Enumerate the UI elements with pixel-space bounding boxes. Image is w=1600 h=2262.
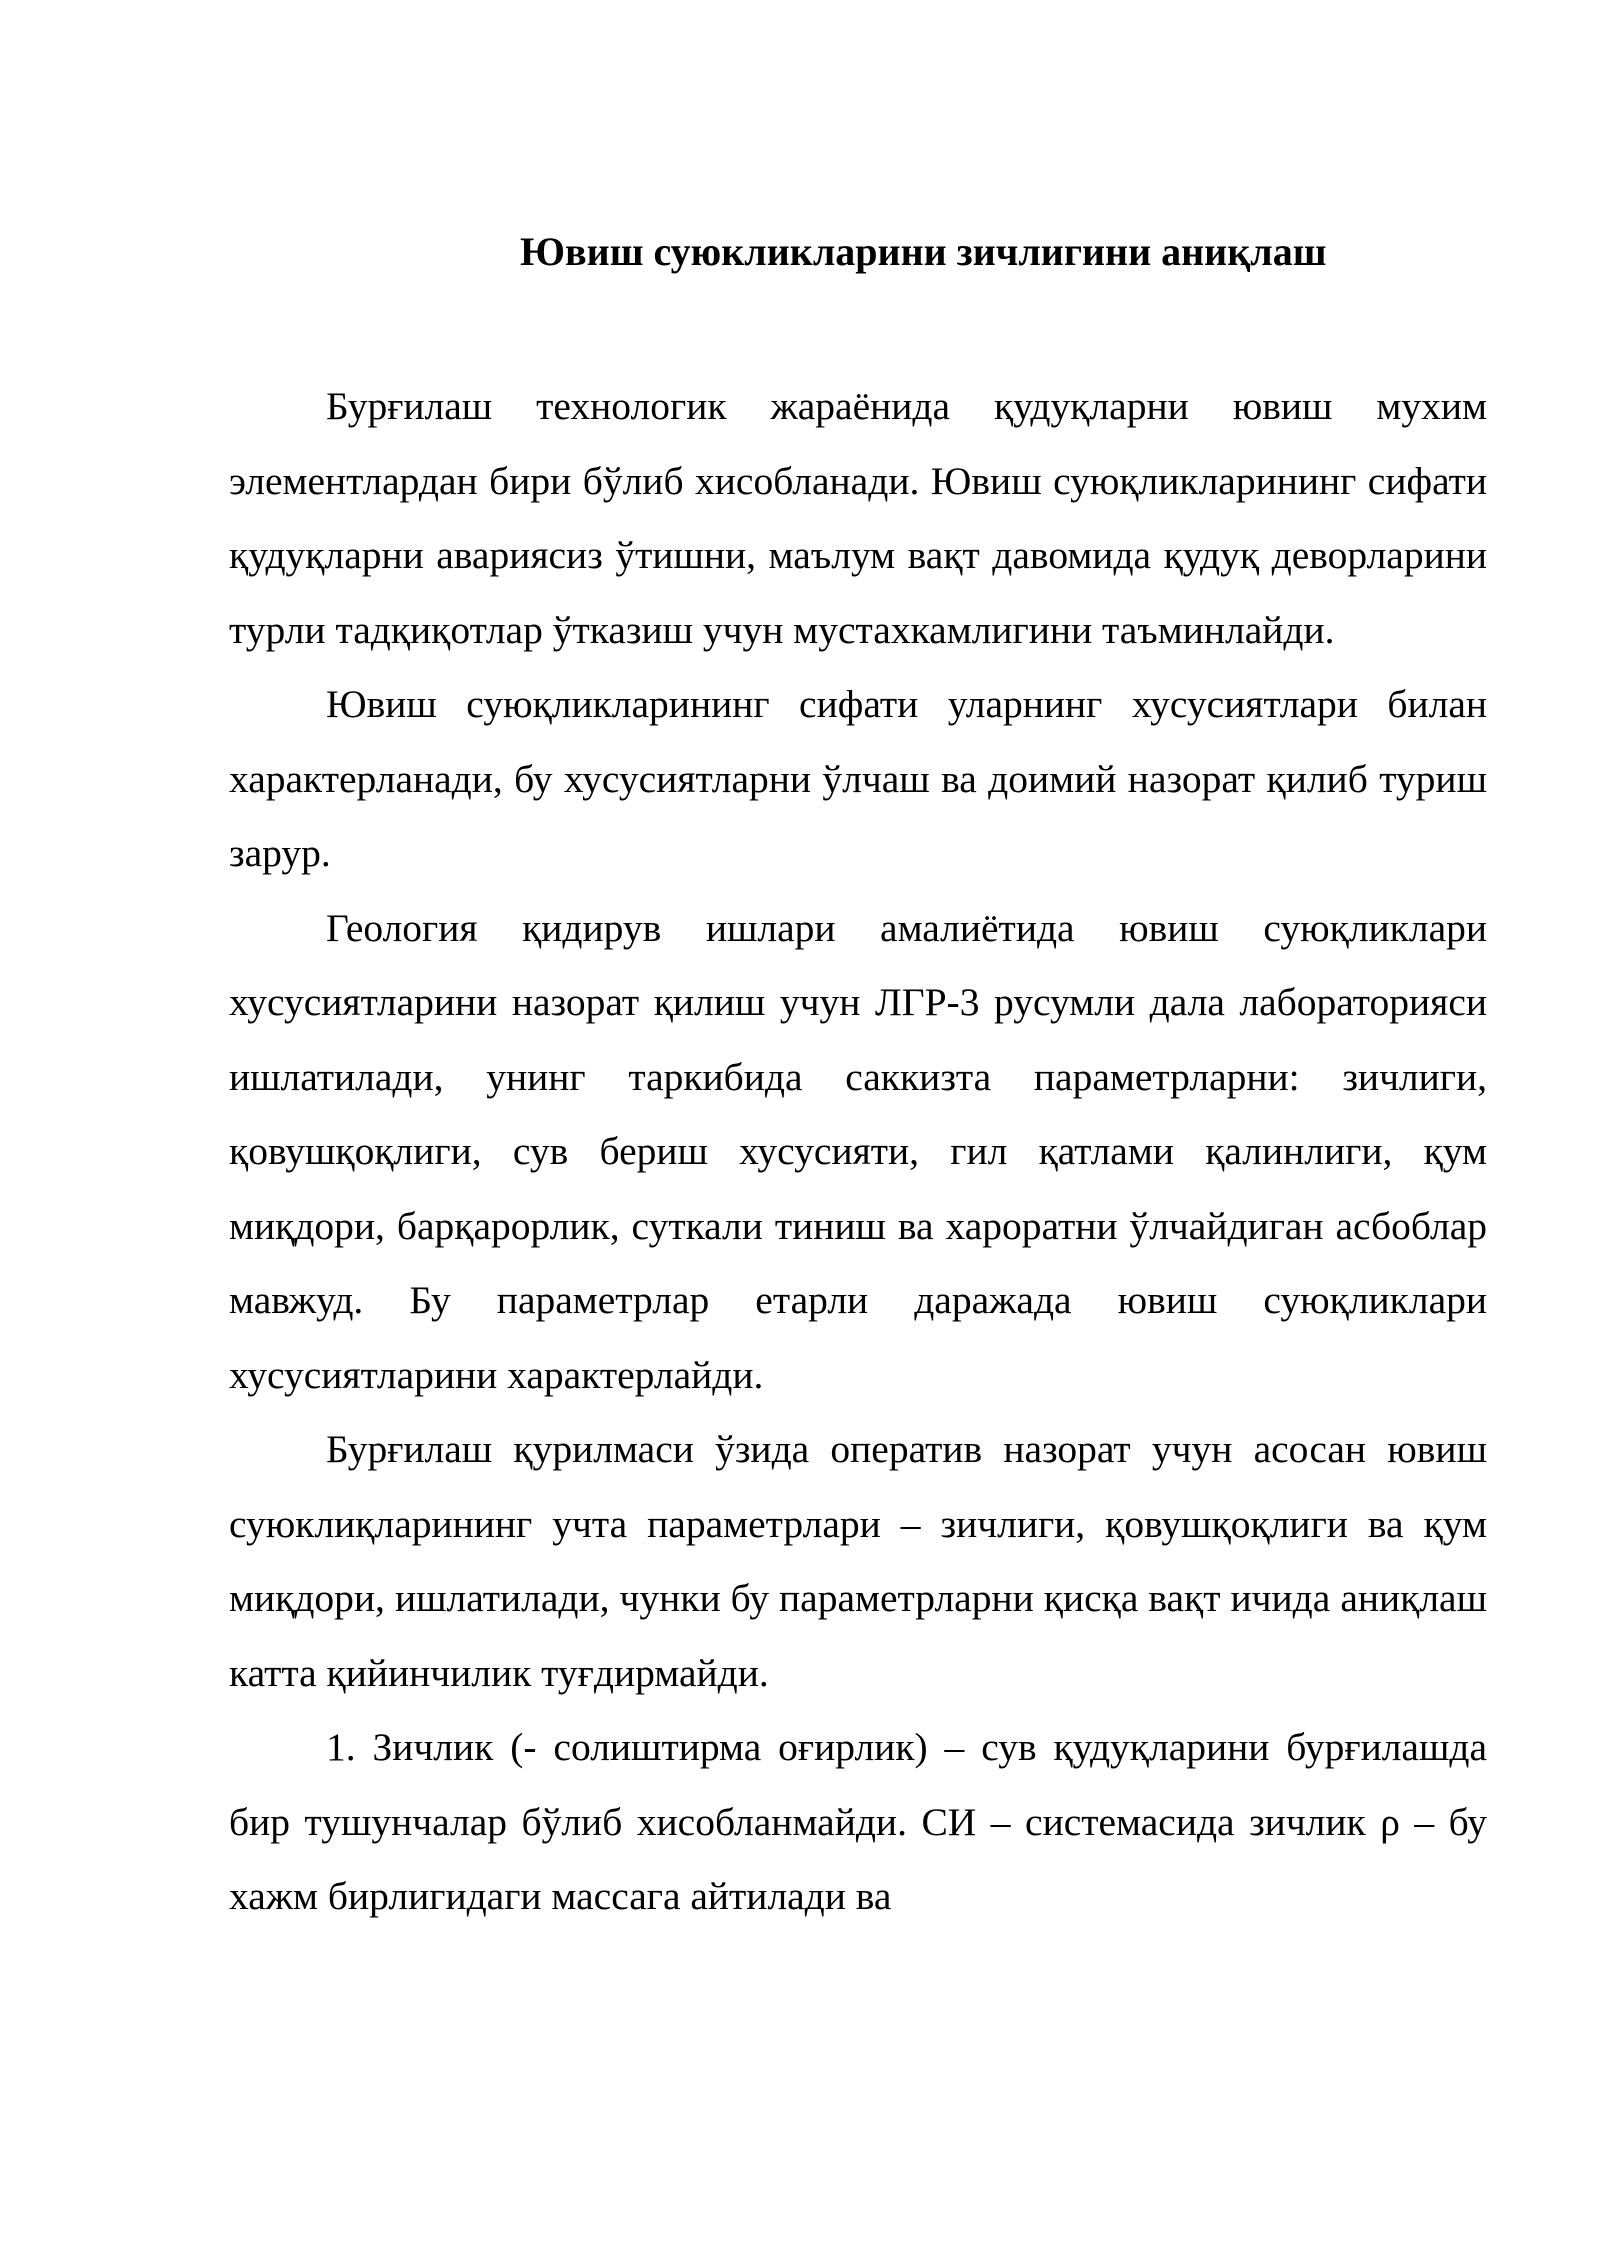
paragraph-fluid-quality: Ювиш суюқликларининг сифати уларнинг хусусиятлари билан характерланади, бу хусусиятларни ўлчаш ва доимий назорат қилиб туриш зарур. <box>229 682 1487 875</box>
paragraph-drilling-washing: Бурғилаш технологик жараёнида қудуқларни ювиш мухим элементлардан бири бўлиб хисобланади. Ювиш суюқликларининг сифати қудуқларни авариясиз ўтишни, маълум вақт давомида қудуқ деворларини турли тадқиқотлар ўтказиш учун мустахкамлигини таъминлайди. <box>229 384 1487 652</box>
document-title: Ювиш суюкликларини зичлигини аниқлаш <box>520 229 1327 274</box>
paragraph-field-laboratory: Геология қидирув ишлари амалиётида ювиш суюқликлари хусусиятларини назорат қилиш учун ЛГР-3 русумли дала лабораторияси ишлатилади, унинг таркибида саккизта параметрларни: зичлиги, қовушқоқлиги, сув бериш хусусияти, гил қатлами қалинлиги, қум миқдори, барқарорлик, суткали тиниш ва хароратни ўлчайдиган асбоблар мавжуд. Бу параметрлар етарли даражада ювиш суюқликлари хусусиятларини характерлайди. <box>229 905 1487 1397</box>
paragraph-operative-control: Бурғилаш қурилмаси ўзида оператив назорат учун асосан ювиш суюклиқларининг учта параметрлари – зичлиги, қовушқоқлиги ва қум миқдори, ишлатилади, чунки бу параметрларни қисқа вақт ичида аниқлаш катта қийинчилик туғдирмайди. <box>229 1427 1487 1695</box>
document-body <box>229 369 1487 1934</box>
paragraph-density-definition: 1. Зичлик (- солиштирма оғирлик) – сув қудуқларини бурғилашда бир тушунчалар бўлиб хисобланмайди. СИ – системасида зичлик ρ – бу хажм бирлигидаги массага айтилади ва <box>229 1725 1487 1918</box>
